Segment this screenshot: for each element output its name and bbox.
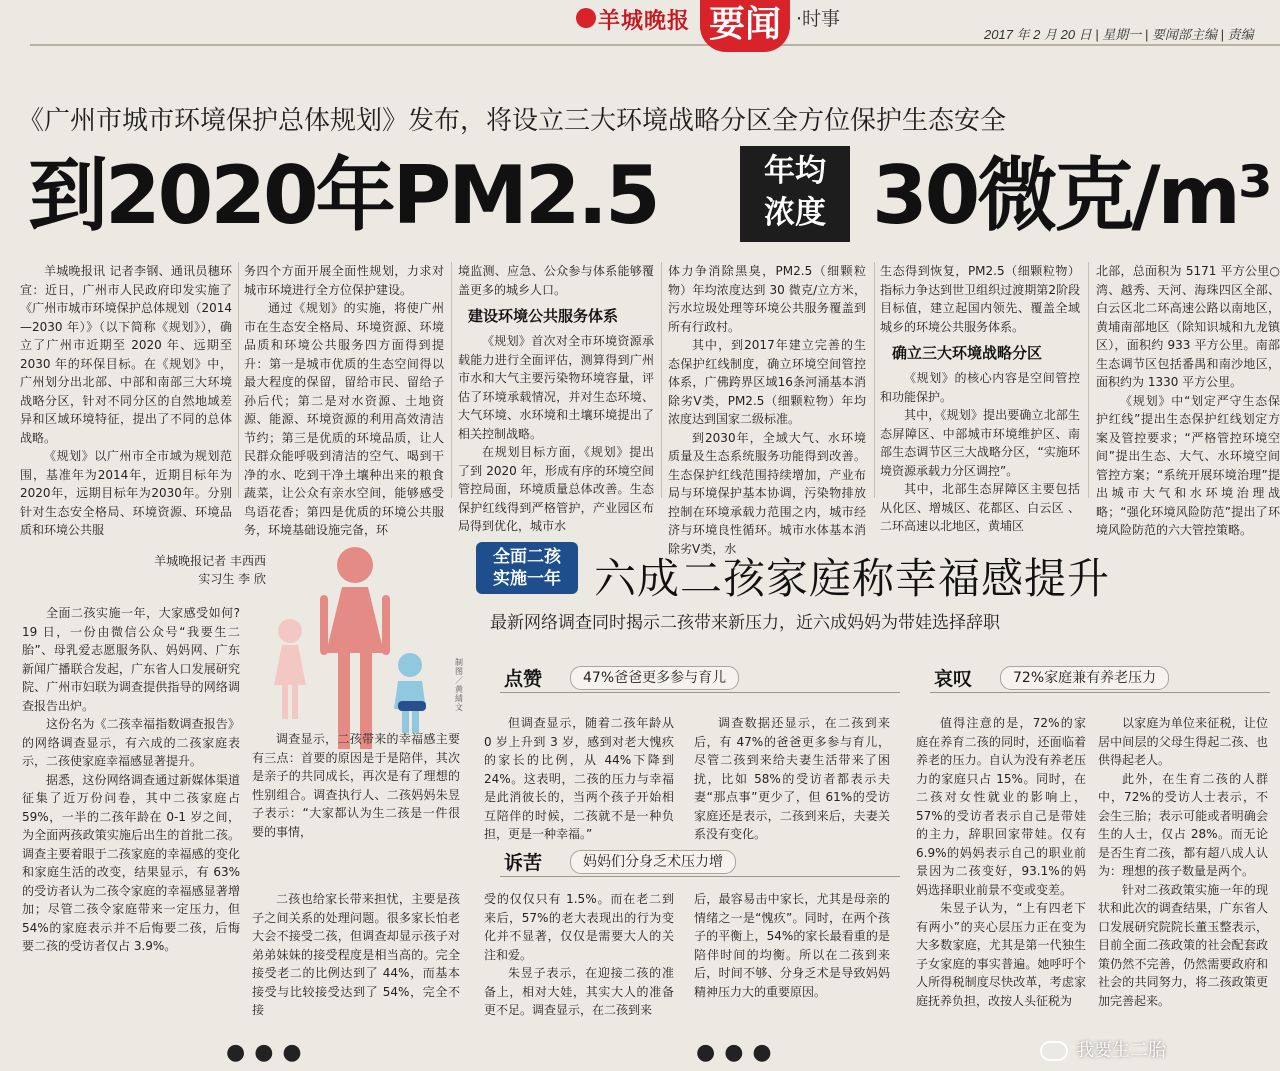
lead-headline-part2: 30微克/m³: [872, 149, 1270, 242]
paragraph: 境监测、应急、公众参与体系能够覆盖更多的城乡人口。: [458, 264, 654, 297]
paragraph: 针对二孩政策实施一年的现状和此次的调查结果，广东省人口发展研究院院长董玉整表示，目前全面二孩政策的社会配套政策仍然不完善，仍然需要政府和社会的共同努力，将二孩政策更加完善起来。: [1098, 882, 1268, 1008]
paper-logo-icon: [576, 8, 596, 28]
headline-box-line1: 年均: [764, 153, 826, 189]
headline-box: [740, 146, 850, 242]
paragraph: 到2030年，全域大气、水环境质量及生态系统服务功能得到改善。生态保护红线范围持续增加，产业布局与环境保护基本协调，污染物排放控制在环境承载力范围之内，城市经济与环境良性循环。城市水体基本消除劣Ⅴ类，水: [668, 430, 866, 556]
paragraph: 其中，北部生态屏障区主要包括从化区、增城区、花都区、白云区 、二环高速以北地区，黄埔区: [880, 482, 1080, 533]
paragraph: 《规划》首次对全市环境资源承载能力进行全面评估，测算得到广州市水和大气主要污染物环境容量，评估了环境承载情况，并对生态环境、大气环境、水环境和土壤环境提出了相关控制战略。: [458, 334, 654, 441]
wechat-icon: [1040, 1041, 1068, 1061]
column-divider: [1088, 262, 1089, 498]
paragraph: 后，最容易击中家长，尤其是母亲的情绪之一是“愧疚”。同时，在两个孩子的平衡上，54%的家长最看重的是陪伴时间的均衡。所以在二孩到来后，时间不够、分身乏术是导致妈妈精神压力大的重要原因。: [694, 892, 890, 999]
paragraph: 羊城晚报讯 记者李钢、通讯员穗环宣：近日，广州市人民政府印发实施了《广州市城市环境保护总体规划（2014—2030 年）》（以下简称《规划》），确立了广州市近期至 2020 年、远期至 2030 年的环保目标。在《规划》中，广州划分出北部、中部和南部三大环境战略分区，针对不同分区的自然地域差异和区域环境特征，提出了不同的总体战略。: [20, 264, 232, 445]
subhead-public-service: 建设环境公共服务体系: [468, 307, 619, 325]
byline-reporter: 羊城晚报记者 丰西西: [154, 554, 266, 568]
band-lament-label: 哀叹: [934, 668, 973, 690]
band-lament: [930, 662, 1270, 693]
story-tag-line2: 实施一年: [493, 569, 561, 589]
paragraph: 朱昱子认为，“上有四老下有两小”的夹心层压力正在变为大多数家庭，尤其是第一代独生子女家庭的事实普遍。她呼吁个人所得税制度尽快改革，考虑家庭抚养负担，改按人头征税为: [916, 901, 1086, 1008]
column-divider: [661, 262, 662, 498]
band-grievance-label: 诉苦: [504, 852, 543, 874]
paragraph: 其中，到2017年建立完善的生态保护红线制度，确立环境空间管控体系，广佛跨界区域16条河涌基本消除劣Ⅴ类，PM2.5（细颗粒物）年均浓度达到国家二级标准。: [668, 338, 866, 426]
paragraph: 其中，《规划》提出要确立北部生态屏障区、中部城市环境维护区、南部生态调节区三大战略分区，“实施环境资源承载力分区调控”。: [880, 408, 1080, 478]
lead-column-1: [20, 262, 232, 537]
band-lament-pill: 72%家庭兼有养老压力: [1000, 666, 1169, 690]
paragraph: 通过《规划》的实施，将使广州市在生态安全格局、环境资源、环境品质和环境公共服务四方面得到提升：第一是城市优质的生态空间得以最大程度的保留，留给市民、留给子孙后代；第二是对水资源、土地资源、能源、环境资源的利用高效清洁节约；第三是优质的环境品质，让人民群众能呼吸到清洁的空气、喝到干净的水、吃到干净土壤种出来的粮食蔬菜，让公众有亲水空间，能够感受鸟语花香；第四是优质的环境公共服务，环境基础设施完备，环: [244, 301, 444, 537]
paragraph: 但调查显示，随着二孩年龄从 0 岁上升到 3 岁，感到对老大愧疚的家长的比例，从 44%下降到 24%。这表明，二孩的压力与幸福是此消彼长的，当两个孩子开始相互陪伴的时候，二孩就不是一种负担，更是一种幸福。”: [484, 716, 674, 841]
lead-column-2: [244, 262, 444, 537]
masthead-rule: [30, 44, 1280, 46]
praise-column-1: [484, 714, 674, 841]
byline-intern: 实习生 李 欣: [198, 572, 266, 586]
lead-headline-part1: 到2020年PM2.5: [28, 149, 658, 242]
section-badge: 要闻: [700, 0, 790, 52]
second-lower-mid-column: [252, 890, 460, 1017]
grievance-column-1: [484, 890, 674, 1017]
story-title: 六成二孩家庭称幸福感提升: [594, 554, 1111, 603]
dateline: 2017 年 2 月 20 日 | 星期一 | 要闻部主编 | 责编: [984, 27, 1254, 42]
family-illustration: [260, 543, 460, 753]
paragraph: 《规划》以广州市全市域为规划范围，基准年为2014年，近期目标年为2020年，远期目标年为2030年。分别针对生态安全格局、环境资源、环境品质和环境公共服: [20, 449, 232, 537]
paragraph: 在规划目标方面，《规划》提出了到 2020 年，形成有序的环境空间管控局面，环境质量总体改善。生态保护红线得到严格管护，产业园区布局得到优化，城市水: [458, 445, 654, 533]
paragraph: 二孩也给家长带来担忧，主要是孩子之间关系的处理问题。很多家长怕老大会不接受二孩，但调查却显示孩子对弟弟妹妹的接受程度是相当高的。完全接受老二的比例达到了 44%，而基本接受与比较接受达到了 54%，完全不接: [252, 892, 460, 1017]
end-dots: ● ● ●: [696, 1040, 773, 1065]
watermark: [1040, 1036, 1166, 1062]
lead-column-5: [880, 262, 1080, 533]
paragraph: 体力争消除黑臭，PM2.5（细颗粒物）年均浓度达到 30 微克/立方米，污水垃圾处理等环境公共服务覆盖到所有行政村。: [668, 264, 866, 334]
paragraph: 《规划》中“划定严守生态保护红线”提出生态保护红线划定方案及管控要求；“严格管控环境空间”提出生态、大气、水环境空间管控方案；“系统开展环境治理”提出城市大气和水环境治理战略；“强化环境风险防范”提出了环境风险防范的六大管控策略。: [1096, 393, 1280, 537]
grievance-column-2: [694, 890, 890, 1012]
second-left-column: [22, 604, 240, 1000]
paragraph: 全面二孩实施一年，大家感受如何?19 日，一份由微信公众号“我要生二胎”、母乳爱志愿服务队、妈妈网、广东新闻广播联合发起，广东省人口发展研究院、广州市妇联为调查提供指导的网络调查报告出炉。: [22, 606, 240, 713]
band-grievance: [500, 846, 900, 877]
praise-column-2: [694, 714, 890, 841]
story-tag: [476, 542, 578, 594]
paragraph: 这份名为《二孩幸福指数调查报告》的网络调查显示，有六成的二孩家庭表示，二孩使家庭幸福感显著提升。: [22, 717, 240, 768]
end-dots: ● ● ●: [226, 1040, 303, 1065]
subhead-strategic-zones: 确立三大环境战略分区: [892, 344, 1043, 362]
lament-column-2: [1098, 714, 1268, 1034]
paper-name: 羊城晚报: [598, 8, 691, 34]
paragraph: 调查显示，二孩带来的幸福感主要有三点：首要的原因是于是陪伴，其次是亲子的共同成长，再次是有了理想的性别组合。调查执行人、二孩妈妈朱昱子表示：“大家都认为生二孩是一件很要的事情，: [252, 732, 460, 839]
paragraph: 以家庭为单位来征税，让位居中间层的父母生得起二孩、也供得起老人。: [1098, 716, 1268, 767]
lead-kicker: 《广州市城市环境保护总体规划》发布，将设立三大环境战略分区全方位保护生态安全: [18, 106, 1007, 136]
band-praise-pill: 47%爸爸更多参与育儿: [570, 666, 739, 690]
story-tag-line1: 全面二孩: [493, 547, 561, 567]
column-divider: [238, 262, 239, 498]
column-divider: [874, 262, 875, 498]
paragraph: 《规划》的核心内容是空间管控和功能保护。: [880, 371, 1080, 404]
art-credit: 制图／黄綪文: [455, 658, 463, 712]
paragraph: 据悉，这份网络调查通过新媒体渠道征集了近万份问卷，其中二孩家庭占 59%，一半的二孩年龄在 0-1 岁之间，为全面两孩政策实施后出生的首批二孩。调查主要着眼于二孩家庭的幸福感的变化和家庭生活的改变，结果显示，有 63%的受访者认为二孩令家庭的幸福感显著增加；尽管二孩令家庭带来一定压力，但 54%的家庭表示并不后悔要二孩，后悔要二孩的受访者仅占 3.9%。: [22, 772, 240, 953]
watermark-text: 我要生二胎: [1076, 1040, 1166, 1061]
band-grievance-pill: 妈妈们分身乏术压力增: [570, 850, 736, 874]
headline-box-line2: 浓度: [764, 195, 826, 231]
byline: [96, 552, 266, 588]
paragraph: 北部，总面积为 5171 平方公里○湾、越秀、天河、海珠四区全部、白云区北二环高速公路以南地区，黄埔南部地区（除知识城和九龙镇区），面积约 933 平方公里。南部生态调节区包括番禺和南沙地区，面积约为 1330 平方公里。: [1096, 264, 1280, 389]
story-deck: 最新网络调查同时揭示二孩带来新压力，近六成妈妈为带娃选择辞职: [490, 613, 1000, 633]
paragraph: 此外，在生育二孩的人群中，72%的受访人士表示，不会生三胎；表示可能或者明确会生的人士，仅占 28%。而无论是否生育二孩，都有超八成人认为：理想的孩子数量是两个。: [1098, 771, 1268, 878]
lead-column-4: [668, 262, 866, 556]
paragraph: 务四个方面开展全面性规划，力求对城市环境进行全方位保护建设。: [244, 264, 444, 297]
lament-column-1: [916, 714, 1086, 1028]
lead-column-3: [458, 262, 654, 533]
paragraph: 值得注意的是，72%的家庭在养育二孩的同时，还面临着养老的压力。自认为没有养老压力的家庭只占 15%。同时，在二孩对女性就业的影响上，57%的受访者表示自己是带娃的主力，辞职回家带娃。仅有 6.9%的妈妈表示自己的职业前景因为二孩变好，93.1%的妈妈选择职业前景不变或变差。: [916, 716, 1086, 897]
paragraph: 生态得到恢复，PM2.5（细颗粒物）指标力争达到世卫组织过渡期第2阶段目标值，建立起国内领先、覆盖全域城乡的环境公共服务体系。: [880, 264, 1080, 334]
paragraph: 受的仅仅只有 1.5%。而在老二到来后，57%的老大表现出的行为变化并不显著，仅仅是需要大人的关注和爱。: [484, 892, 674, 962]
paragraph: 朱昱子表示，在迎接二孩的准备上，相对大娃，其实大人的准备更不足。调查显示，在二孩到来: [484, 966, 674, 1017]
band-praise-label: 点赞: [504, 668, 543, 690]
second-upper-mid-column: [252, 730, 460, 839]
paragraph: 调查数据还显示，在二孩到来后，有 47%的爸爸更多参与育儿，尽管二孩到来给夫妻生活带来了困扰，比如 58%的受访者都表示夫妻“那点事”更少了，但 61%的受访家庭还是表示，二孩到来后，夫妻关系没有变化。: [694, 716, 890, 841]
band-praise: [500, 662, 900, 693]
column-divider: [451, 262, 452, 498]
subsection-label: ·时事: [796, 8, 841, 30]
lead-column-6: [1096, 262, 1280, 537]
